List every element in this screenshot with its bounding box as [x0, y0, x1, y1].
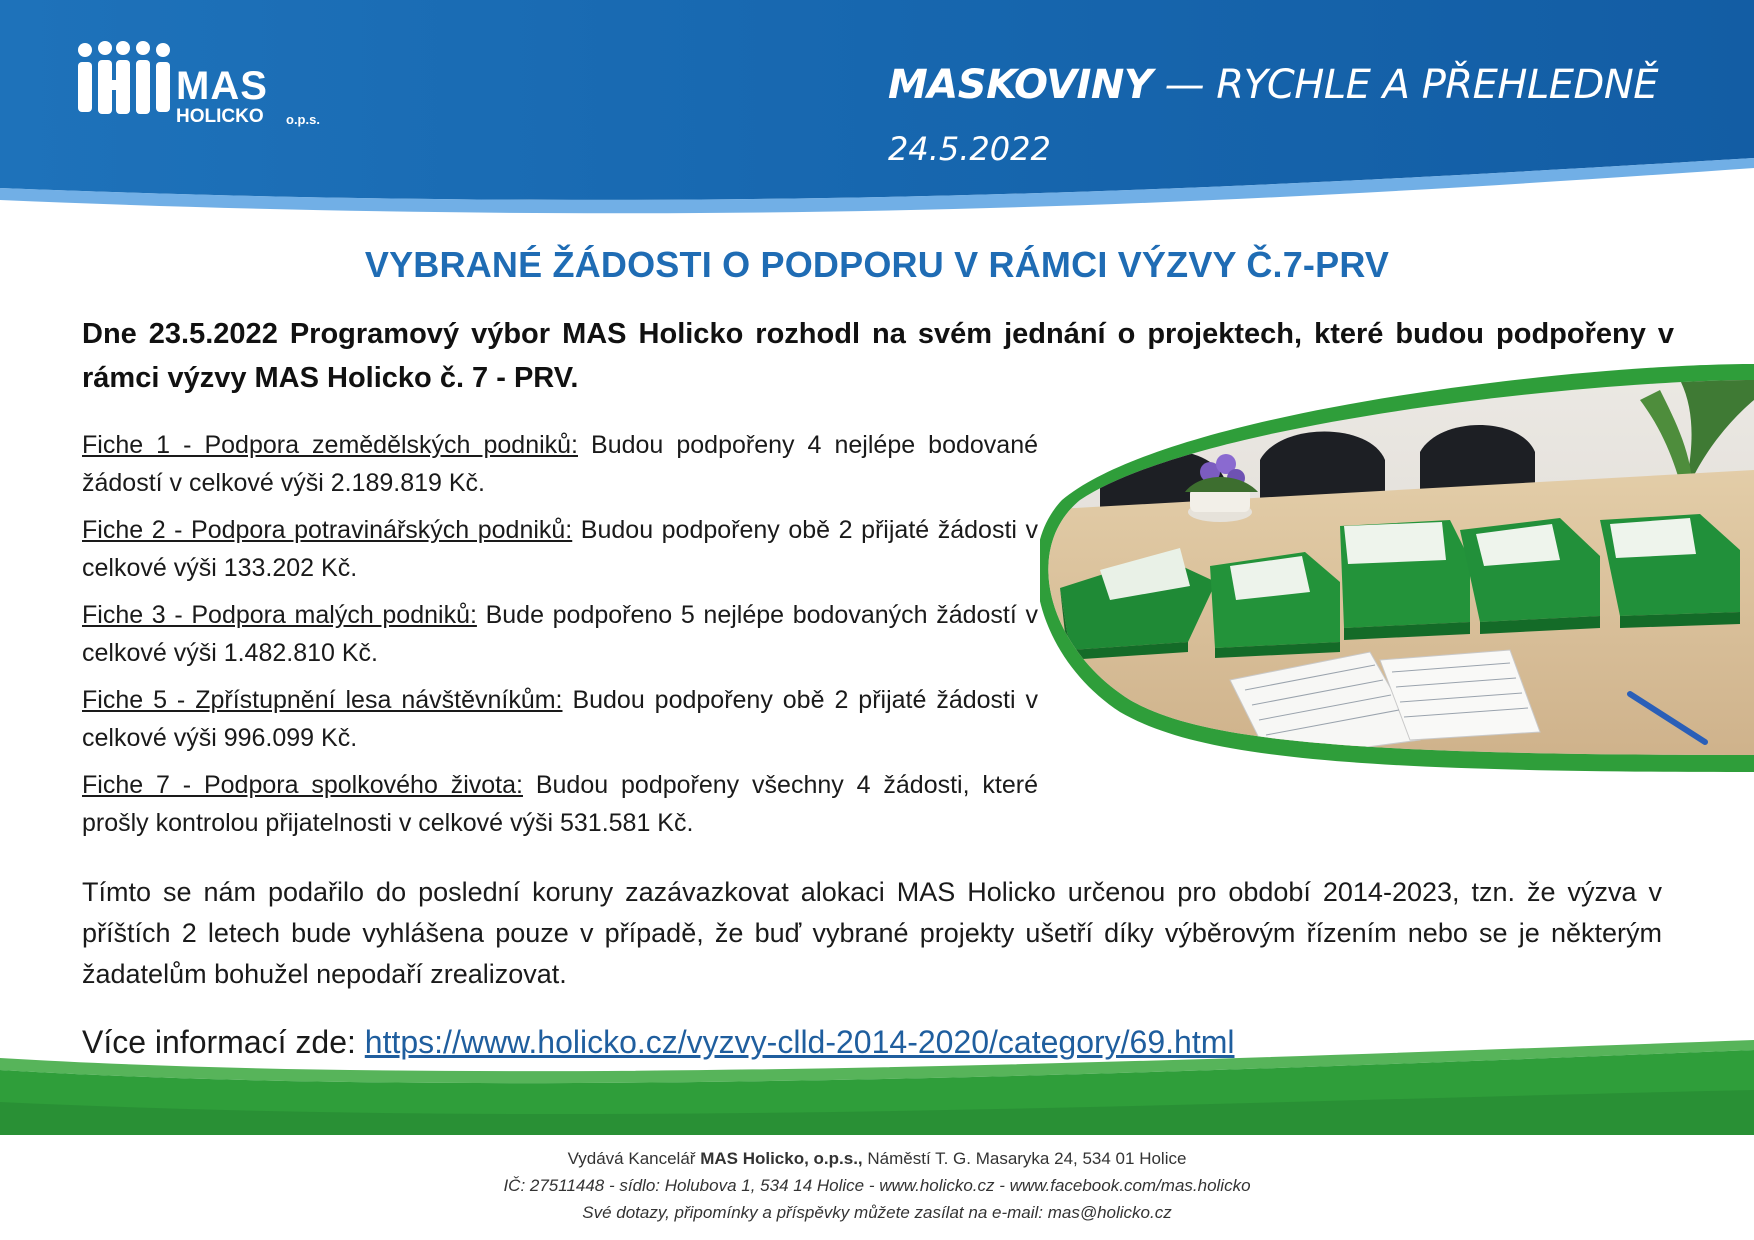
newsletter-title-rest: — RYCHLE A PŘEHLEDNĚ	[1152, 62, 1659, 108]
fiche-text: Budou podpořeny všechny 4 žádosti, které prošly kontrolou přijatelnosti v celkové výši 531.581 Kč.	[82, 771, 1039, 837]
fiche-text: Bude podpořeno 5 nejlépe bodovaných žádostí v celkové výši 1.482.810 Kč.	[82, 601, 1038, 667]
applications-photo	[1040, 360, 1754, 780]
people-logo-icon	[76, 40, 176, 140]
newsletter-date: 24.5.2022	[888, 130, 1051, 168]
fiche-item-1	[82, 426, 1038, 502]
logo-ops-text: o.p.s.	[286, 112, 320, 127]
fiche-name: Fiche 3 - Podpora malých podniků:	[82, 601, 477, 629]
closing-paragraph: Tímto se nám podařilo do poslední koruny zazávazkovat alokaci MAS Holicko určenou pro období 2014-2023, tzn. že výzva v příštích 2 letech bude vyhlášena pouze v případě, že buď vybrané projekty ušetří díky výběrovým řízením nebo se je některým žadatelům bohužel nepodaří zrealizovat.	[82, 877, 1662, 989]
fiche-text: Budou podpořeny 4 nejlépe bodované žádostí v celkové výši 2.189.819 Kč.	[82, 431, 1038, 497]
more-info-link[interactable]: https://www.holicko.cz/vyzvy-clld-2014-2020/category/69.html	[364, 1024, 1235, 1060]
fiche-name: Fiche 7 - Podpora spolkového života:	[82, 771, 523, 799]
footer-publisher-address: Náměstí T. G. Masaryka 24, 534 01 Holice	[862, 1149, 1187, 1168]
footer	[0, 1145, 1754, 1226]
logo-holicko-text: HOLICKO	[176, 106, 264, 127]
fiche-item-3	[82, 596, 1038, 672]
fiche-text: Budou podpořeny obě 2 přijaté žádosti v celkové výši 996.099 Kč.	[82, 686, 1038, 752]
fiche-name: Fiche 2 - Podpora potravinářských podniků:	[82, 516, 573, 544]
article-headline: VYBRANÉ ŽÁDOSTI O PODPORU V RÁMCI VÝZVY Č.7-PRV	[364, 244, 1390, 285]
newsletter-title-bold: MASKOVINY	[888, 62, 1153, 108]
intro-paragraph: Dne 23.5.2022 Programový výbor MAS Holicko rozhodl na svém jednání o projektech, které budou podpořeny v rámci výzvy MAS Holicko č. 7 - PRV.	[82, 318, 1674, 394]
logo-mas-text: MAS	[176, 64, 268, 108]
footer-contacts: IČ: 27511448 - sídlo: Holubova 1, 534 14 Holice - www.holicko.cz - www.facebook.com/mas.holicko	[503, 1176, 1251, 1195]
mas-holicko-logo	[76, 40, 336, 140]
fiche-list	[82, 426, 1038, 851]
fiche-name: Fiche 5 - Zpřístupnění lesa návštěvníkům:	[82, 686, 563, 714]
fiche-text: Budou podpořeny obě 2 přijaté žádosti v celkové výši 133.202 Kč.	[82, 516, 1038, 582]
fiche-item-5	[82, 681, 1038, 757]
newsletter-title	[888, 62, 1658, 108]
footer-email-note: Své dotazy, připomínky a příspěvky můžete zasílat na e-mail: mas@holicko.cz	[582, 1203, 1172, 1222]
footer-publisher	[0, 1145, 1754, 1172]
footer-publisher-name: MAS Holicko, o.p.s.,	[700, 1149, 863, 1168]
fiche-name: Fiche 1 - Podpora zemědělských podniků:	[82, 431, 578, 459]
footer-publisher-pre: Vydává Kancelář	[567, 1149, 701, 1168]
fiche-item-7	[82, 766, 1038, 842]
more-info-label: Více informací zde:	[82, 1024, 365, 1060]
fiche-item-2	[82, 511, 1038, 587]
footer-wave	[0, 1040, 1754, 1140]
